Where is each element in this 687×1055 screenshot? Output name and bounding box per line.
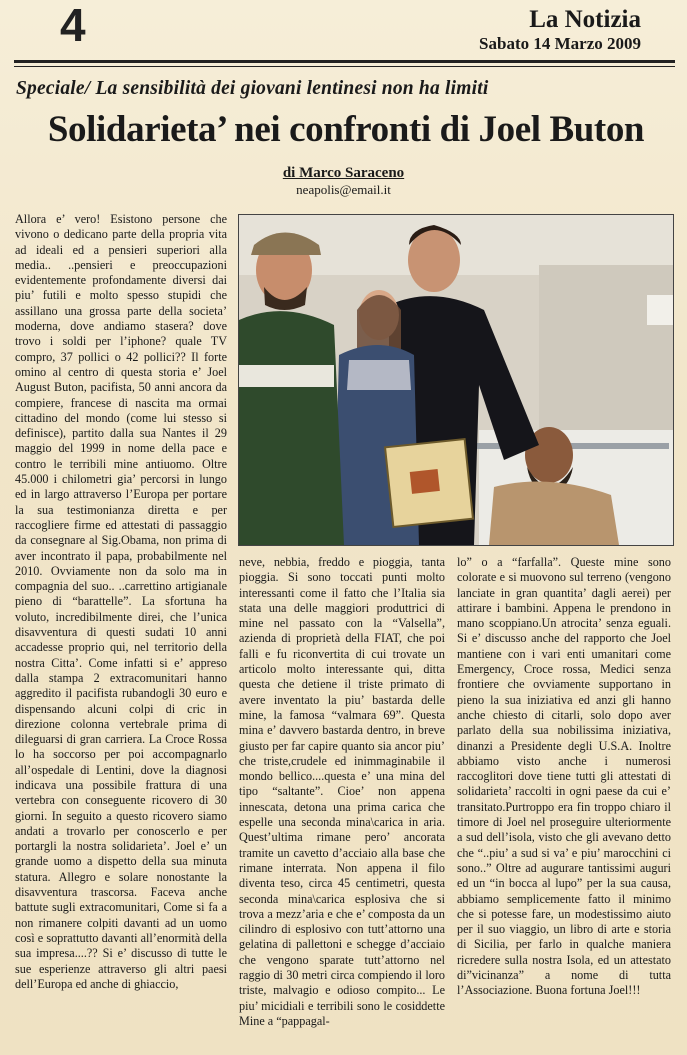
article-headline: Solidarieta’ nei confronti di Joel Buton (47, 109, 645, 150)
issue-date: Sabato 14 Marzo 2009 (479, 34, 641, 53)
header-rule (14, 60, 675, 63)
article-byline (0, 165, 687, 182)
article-kicker: Speciale/ La sensibilità dei giovani lentinesi non ha limiti (16, 78, 489, 99)
article-photo (238, 214, 674, 546)
column-text: lo” o a “farfalla”. Queste mine sono colorate e si muovono sul terreno (vengono lanciate in gran quantita’ dagli aerei) per attirare i bambini. Appena le prendono in mano scoppiano.Un atrocita’ senza eguali. Si e’ discusso anche del rapporto che Joel mantiene con i vari enti umanitari come Emergency, Croce rossa, Medici senza frontiere che ovviamente supportano in pieno la sua iniziativa ed anzi gli hanno anche chiesto di citarli, solo dopo aver parlato della sua nobilissima iniziativa, dinanzi a Presidente degli U.S.A. Inoltre abbiamo visto anche i numerosi raccoglitori dove tiene tutti gli attestati di solidarieta’ raccolti in ogni paese da cui e’ transitato.Purtroppo era fin troppo chiaro il timore di Joel nel proseguire ulteriormente a sud dell’isola, visto che gli avevano detto che “..piu’ a sud si va’ e piu’ marocchini ci sono..” Oltre ad augurare tantissimi auguri ed un “in bocca al lupo” per la sua causa, abbiamo semplicemente fatto il minimo che si potesse fare, un modestissimo aiuto per il suo viaggio, un libro di arte e storia di Sicilia, per farlo in qualche maniera ricredere sulla nostra Isola, ed un attestato di”vicinanza” a nome di tutta l’Associazione. Buona fortuna Joel!!! (457, 555, 671, 998)
article-column-2 (239, 555, 445, 1050)
hospital-photo (239, 215, 673, 545)
newspaper-name: La Notizia (529, 6, 641, 33)
column-text: Allora e’ vero! Esistono persone che vivono o dedicano parte della propria vita ad ideali ed a pensieri superiori alla media.. ..pensieri e preoccupazioni evidentemente profondamente diversi dai piu’ futili e molto spesso stupidi che assillano una grossa parte della societa’ moderna, dove andiamo stasera? dove trovo i soldi per l’iphone? quale TV compro, 37 pollici o 42 pollici?? Il forte omino al centro di questa storia e’ Joel August Buton, pacifista, 50 anni ancora da compiere, francese di nascita ma ormai cittadino del mondo (come lui stesso si definisce), partito dalla sua Nantes il 29 maggio del 1999 in nome della pace e contro le terribili mine antiuomo. Oltre 45.000 i chilometri gia’ percorsi in lungo ed in largo attraverso l’Europa per portare la sua testimonianza diretta e per raccogliere firme ed attestati di passaggio da consegnare al Sig.Obama, non prima di aver incontrato il papa, probabilmente nel 2010. Ovviamente non da solo ma in compagnia del suo.. ..carrettino artigianale pieno di “barattelle”. La sfortuna ha voluto, incredibilmente direi, che l’unica disavventura di questi sudati 10 anni accadesse proprio qui, nel territorio della nostra Citta’. Come infatti si e’ appreso dalla stampa 2 extracomunitari hanno aggredito il pacifista rubandogli 30 euro e dispensando alcuni colpi di cric in direzione colonna vertebrale prima di dileguarsi di gran carriera. La Croce Rossa lo ha soccorso per poi accompagnarlo all’ospedale di Lentini, dove la diagnosi indicava una possibile frattura di una vertebra con conseguente ricovero di 30 giorni. In seguito a questo ricovero siamo andati a trovarlo per conoscerlo e per portargli la nostra solidarieta’. Joel e’ un grande uomo a dispetto della sua minuta statura. Allegro e solare nonostante la disavventura trascorsa. Faceva anche battute sugli extracomunitari, Come si fa a non rimanere colpiti davanti ad un uomo così e soprattutto davanti all’enormità della sua impresa....?? Si e’ discusso di tutte le sue esperienze attraverso gli altri paesi dell’Europa ed anche di ghiaccio, (15, 212, 227, 991)
column-text: neve, nebbia, freddo e pioggia, tanta pioggia. Si sono toccati punti molto interessanti come il fatto che l’Italia sia stata una delle maggiori produttrici di mine nel passato con la “Valsella”, azienda di proprietà della FIAT, che poi falli e fu riconvertita di cui trovate un articolo molto interessante qui, ditta questa che detiene il triste primato di avere inventato la piu’ bastarda delle mine, la famosa “valmara 69”. Questa mina e’ davvero bastarda dentro, in breve giusto per far capire quanto sia ancor piu’ che triste,crudele ed inimmaginabile il mondo bellico....questa e’ una mina del tipo “saltante”. Cioe’ non appena innescata, detona una prima carica che espelle una seconda mina\carica in aria. Quest’ultima rimane pero’ ancorata tramite un cavetto d’acciaio alla base che rimane interrata. Non appena il filo diventa teso, circa 45 centimetri, questa seconda mina\carica esplosiva che si trova a mezz’aria e che e’ composta da un cilindro di esplosivo con tutt’attorno una gelatina di pallettoni e schegge d’acciaio che vengono sparate tutt’attorno nel raggio di 30 metri circa compiendo il loro triste, malvagio e odioso compito... Le piu’ micidiali e terribili sono le cosiddette Mine a “pappagal- (239, 555, 445, 1028)
header-rule-thin (14, 66, 675, 67)
masthead (479, 6, 641, 54)
author-email: neapolis@email.it (296, 182, 391, 197)
article-column-1 (15, 212, 227, 1048)
author-name: di Marco Saraceno (282, 165, 405, 181)
page-number: 4 (60, 0, 86, 51)
article-column-3 (457, 555, 671, 1050)
